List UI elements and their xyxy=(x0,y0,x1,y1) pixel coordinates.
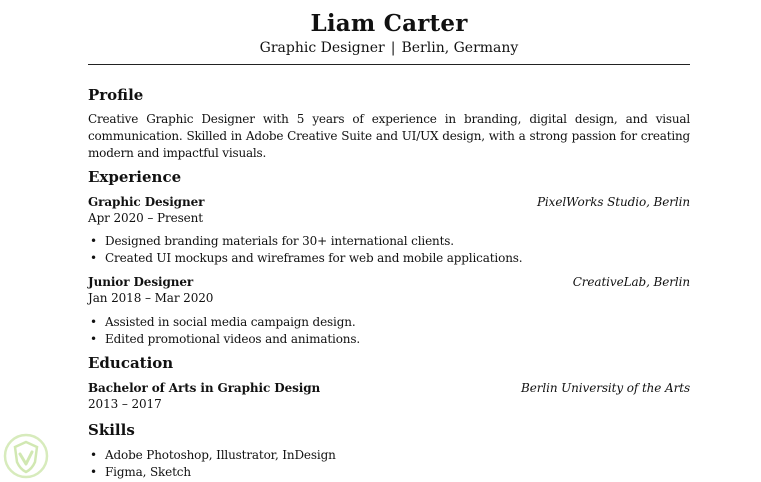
degree-title: Bachelor of Arts in Graphic Design xyxy=(88,381,321,395)
skills-list xyxy=(88,447,690,480)
list-item: • Assisted in social media campaign design. xyxy=(88,314,690,331)
job-company-1: PixelWorks Studio, Berlin xyxy=(536,195,690,209)
shield-watermark-icon xyxy=(2,432,50,480)
job-bullets-1 xyxy=(88,233,690,266)
list-item: • Adobe Photoshop, Illustrator, InDesign xyxy=(88,447,690,464)
list-item: • Figma, Sketch xyxy=(88,464,690,481)
list-item: • Edited promotional videos and animations. xyxy=(88,331,690,348)
job-title-1: Graphic Designer xyxy=(88,195,205,209)
job-bullets-2 xyxy=(88,314,690,347)
header-divider xyxy=(88,64,690,65)
job-title: Graphic Designer xyxy=(259,40,385,56)
skills-heading: Skills xyxy=(88,421,135,439)
education-heading: Education xyxy=(88,354,174,372)
location: Berlin, Germany xyxy=(401,40,519,56)
education-dates: 2013 – 2017 xyxy=(88,397,162,411)
job-dates-2: Jan 2018 – Mar 2020 xyxy=(88,291,214,305)
list-item: • Designed branding materials for 30+ international clients. xyxy=(88,233,690,250)
profile-heading: Profile xyxy=(88,86,144,104)
school-name: Berlin University of the Arts xyxy=(520,381,690,395)
list-item: • Created UI mockups and wireframes for web and mobile applications. xyxy=(88,250,690,267)
job-dates-1: Apr 2020 – Present xyxy=(88,211,203,225)
person-name: Liam Carter xyxy=(310,10,468,37)
tagline-separator: | xyxy=(390,40,396,56)
job-company-2: CreativeLab, Berlin xyxy=(572,275,690,289)
job-title-2: Junior Designer xyxy=(88,275,194,289)
header-tagline xyxy=(88,38,690,58)
profile-text: Creative Graphic Designer with 5 years of experience in branding, digital design, and visual communication. Skilled in Adobe Creative Suite and UI/UX design, with a strong passion for creating modern and impactful visuals. xyxy=(88,112,690,160)
experience-heading: Experience xyxy=(88,168,182,186)
